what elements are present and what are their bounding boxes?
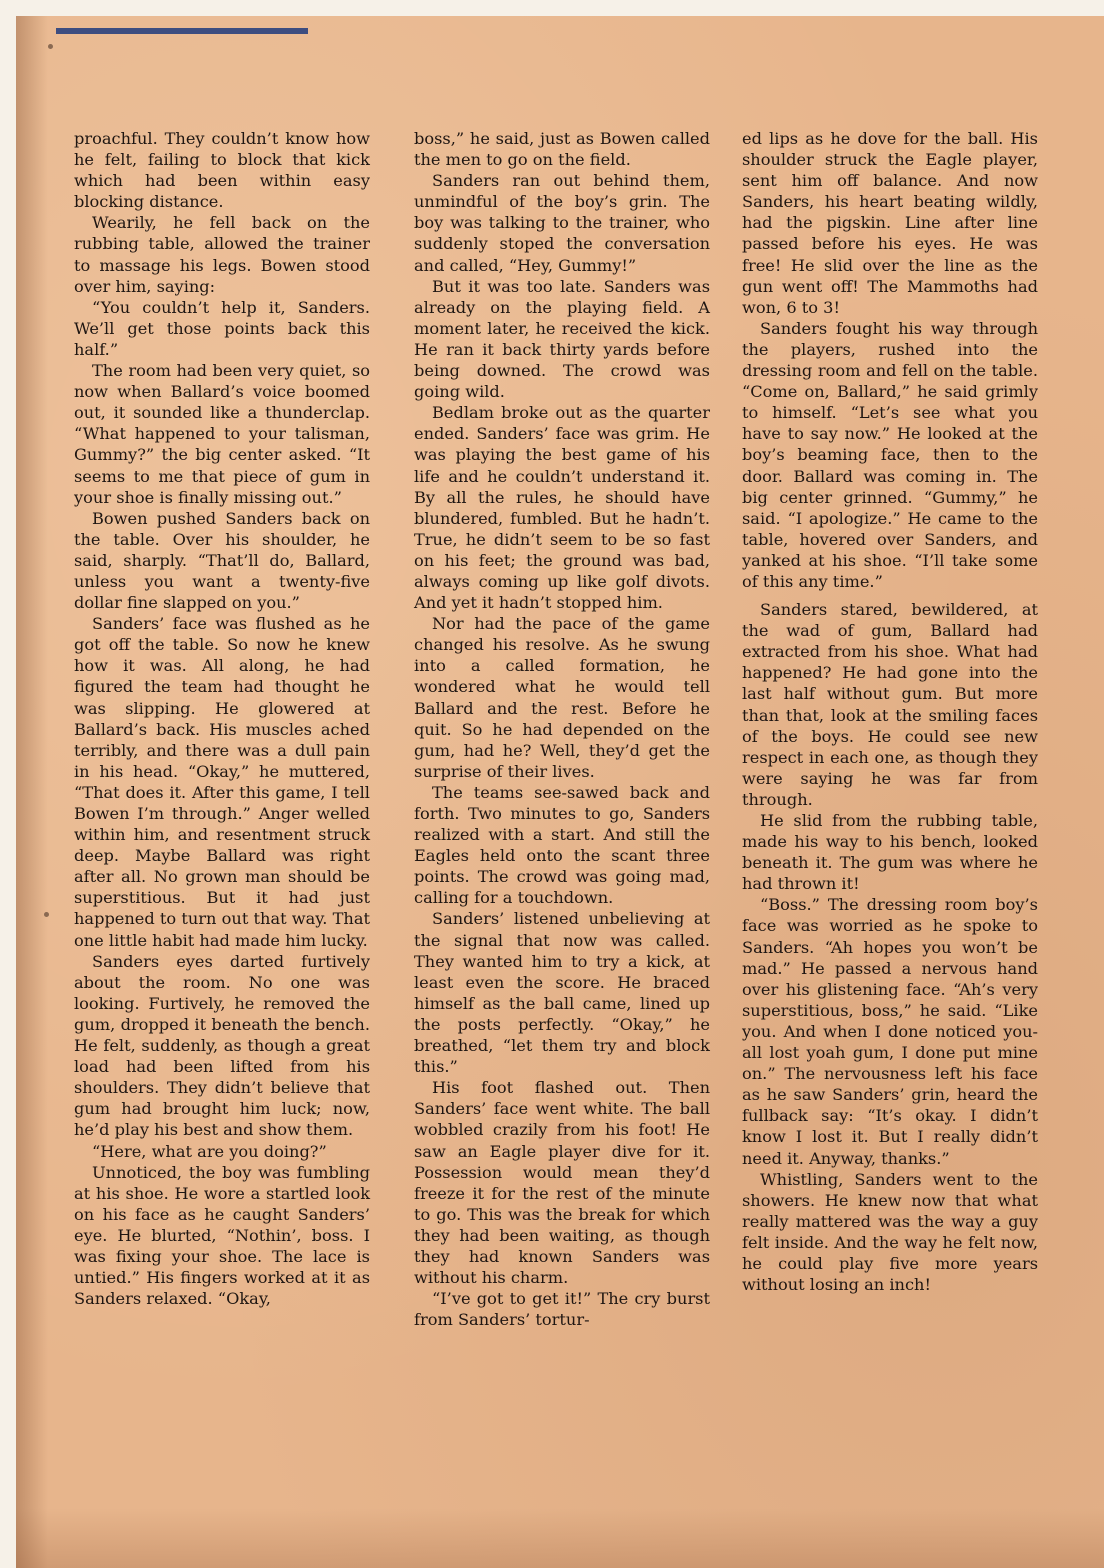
cover-edge-strip xyxy=(56,28,308,34)
binding-shadow xyxy=(16,16,48,1568)
paragraph: The room had been very quiet, so now when Ballard’s voice boomed out, it sounded like a thunderclap. “What happened to your talisman, Gummy?” the big center asked. “It seems to me that piece of gum in your shoe is finally missing out.” xyxy=(74,361,370,507)
paragraph: Sanders stared, bewildered, at the wad of gum, Ballard had extracted from his shoe. What had happened? He had gone into the last half without gum. But more than that, look at the smiling faces of the boys. He could see new respect in each one, as though they were saying he was far from through. xyxy=(742,600,1038,809)
page-speck xyxy=(44,912,49,917)
paragraph: Sanders eyes darted furtively about the room. No one was looking. Furtively, he removed the gum, dropped it beneath the bench. He felt, suddenly, as though a great load had been lifted from his shoulders. They didn’t believe that gum had brought him luck; now, he’d play his best and show them. xyxy=(74,951,370,1140)
paragraph: Unnoticed, the boy was fumbling at his shoe. He wore a startled look on his face as he caught Sanders’ eye. He blurted, “Nothin’, boss. I was fixing your shoe. The lace is untied.” His fingers worked at it as Sanders relaxed. “Okay, xyxy=(74,1162,370,1309)
paragraph: proachful. They couldn’t know how he felt, failing to block that kick which had been within easy blocking distance. xyxy=(74,129,370,212)
paragraph: Bedlam broke out as the quarter ended. Sanders’ face was grim. He was playing the best game of his life and he couldn’t understand it. By all the rules, he should have blundered, fumbled. But he hadn’t. True, he didn’t seem to be so fast on his feet; the ground was bad, always coming up like golf divots. And yet it hadn’t stopped him. xyxy=(414,403,710,613)
paragraph: Nor had the pace of the game changed his resolve. As he swung into a called formation, he wondered what he would tell Ballard and the rest. Before he quit. So he had depended on the gum, had he? Well, they’d get the surprise of their lives. xyxy=(414,614,710,781)
paragraph: His foot flashed out. Then Sanders’ face went white. The ball wobbled crazily from his foot! He saw an Eagle player dive for it. Possession would mean they’d freeze it for the rest of the minute to go. This was the break for which they had been waiting, as though they had known Sanders was without his charm. xyxy=(414,1078,710,1288)
page-speck xyxy=(48,44,53,49)
paragraph: boss,” he said, just as Bowen called the men to go on the field. xyxy=(414,129,710,170)
paragraph: Sanders fought his way through the players, rushed into the dressing room and fell on the table. “Come on, Ballard,” he said grimly to himself. “Let’s see what you have to say now.” He looked at the boy’s beaming face, then to the door. Ballard was coming in. The big center grinned. “Gummy,” he said. “I apologize.” He came to the table, hovered over Sanders, and yanked at his shoe. “I’ll take some of this any time.” xyxy=(742,318,1038,591)
paragraph: Sanders ran out behind them, unmindful of the boy’s grin. The boy was talking to the trainer, who suddenly stoped the conversation and called, “Hey, Gummy!” xyxy=(414,171,710,275)
paragraph: “I’ve got to get it!” The cry burst from Sanders’ tortur- xyxy=(414,1289,710,1330)
text-column-2 xyxy=(414,128,710,1330)
paragraph: Sanders’ face was flushed as he got off the table. So now he knew how it was. All along, he had figured the team had thought he was slipping. He glowered at Ballard’s back. His muscles ached terribly, and there was a dull pain in his head. “Okay,” he muttered, “That does it. After this game, I tell Bowen I’m through.” Anger welled within him, and resentment struck deep. Maybe Ballard was right after all. No grown man should be superstitious. But it had just happened to turn out that way. That one little habit had made him lucky. xyxy=(74,614,370,950)
paragraph: “Here, what are you doing?” xyxy=(92,1141,327,1161)
paragraph: The teams see-sawed back and forth. Two minutes to go, Sanders realized with a start. And still the Eagles held onto the scant three points. The crowd was going mad, calling for a touchdown. xyxy=(414,782,710,908)
paragraph: “Boss.” The dressing room boy’s face was worried as he spoke to Sanders. “Ah hopes you won’t be mad.” He passed a nervous hand over his glistening face. “Ah’s very superstitious, boss,” he said. “Like you. And when I done noticed you-all lost yoah gum, I done put mine on.” The nervousness left his face as he saw Sanders’ grin, heard the fullback say: “It’s okay. I didn’t know I lost it. But I really didn’t need it. Anyway, thanks.” xyxy=(742,895,1038,1168)
paragraph: “You couldn’t help it, Sanders. We’ll get those points back this half.” xyxy=(74,297,370,359)
paragraph: Whistling, Sanders went to the showers. He knew now that what really mattered was the way a guy felt inside. And the way he felt now, he could play five more years without losing an inch! xyxy=(742,1169,1038,1295)
paragraph: ed lips as he dove for the ball. His shoulder struck the Eagle player, sent him off balance. And now Sanders, his heart beating wildly, had the pigskin. Line after line passed before his eyes. He was free! He slid over the line as the gun went off! The Mammoths had won, 6 to 3! xyxy=(742,129,1038,317)
paragraph: Wearily, he fell back on the rubbing table, allowed the trainer to massage his legs. Bowen stood over him, saying: xyxy=(74,213,370,296)
paragraph: He slid from the rubbing table, made his way to his bench, looked beneath it. The gum was where he had thrown it! xyxy=(742,811,1038,894)
text-column-3 xyxy=(742,128,1038,1295)
paragraph: But it was too late. Sanders was already on the playing field. A moment later, he received the kick. He ran it back thirty yards before being downed. The crowd was going wild. xyxy=(414,276,710,402)
page-wear xyxy=(16,1508,1104,1568)
paragraph: Bowen pushed Sanders back on the table. Over his shoulder, he said, sharply. “That’ll do, Ballard, unless you want a twenty-five dollar fine slapped on you.” xyxy=(74,508,370,613)
paragraph: Sanders’ listened unbelieving at the signal that now was called. They wanted him to try a kick, at least even the score. He braced himself as the ball came, lined up the posts perfectly. “Okay,” he breathed, “let them try and block this.” xyxy=(414,909,710,1077)
text-column-1 xyxy=(74,128,370,1309)
